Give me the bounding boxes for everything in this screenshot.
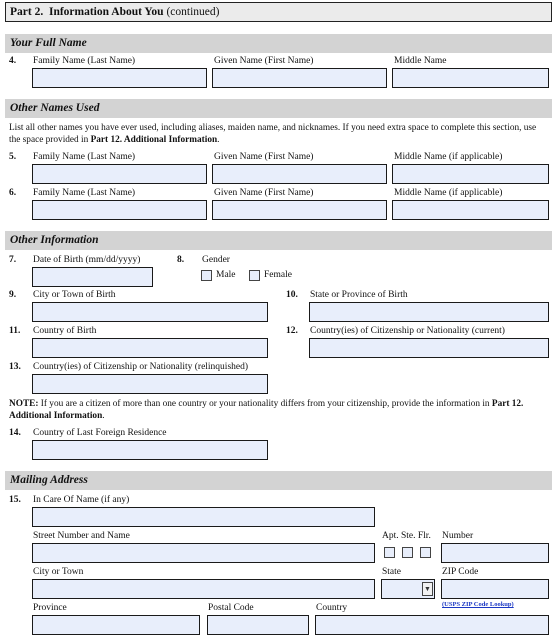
section-full-name: Your Full Name xyxy=(5,34,552,53)
other-given-name-input-2[interactable] xyxy=(212,200,387,220)
dob-input[interactable] xyxy=(32,267,153,287)
apt-label: Apt. Ste. Flr. xyxy=(382,531,431,541)
in-care-of-input[interactable] xyxy=(32,507,375,527)
postal-code-input[interactable] xyxy=(207,615,309,635)
zip-label: ZIP Code xyxy=(442,567,479,577)
section-mailing: Mailing Address xyxy=(5,471,552,490)
country-birth-input[interactable] xyxy=(32,338,268,358)
other-names-text: List all other names you have ever used, including aliases, maiden name, and nicknames. If you need extra space to complete this section, use the space provided in xyxy=(9,123,537,145)
item-number-8: 8. xyxy=(177,255,185,265)
last-residence-input[interactable] xyxy=(32,440,268,460)
item-number-11: 11. xyxy=(9,326,21,336)
middle-name-label: Middle Name xyxy=(394,56,447,66)
province-label: Province xyxy=(33,603,67,613)
given-name-label: Given Name (First Name) xyxy=(214,56,314,66)
part-header xyxy=(5,2,552,22)
province-input[interactable] xyxy=(32,615,200,635)
street-input[interactable] xyxy=(32,543,375,563)
item-number-15: 15. xyxy=(9,495,21,505)
citizenship-current-label: Country(ies) of Citizenship or Nationality (current) xyxy=(310,326,505,336)
item-number-14: 14. xyxy=(9,428,21,438)
note-text: If you are a citizen of more than one country or your nationality differs from your citizenship, provide the information in xyxy=(38,399,492,409)
other-middle-name-label-1: Middle Name (if applicable) xyxy=(394,152,503,162)
city-input[interactable] xyxy=(32,579,375,599)
zip-lookup-link[interactable]: (USPS ZIP Code Lookup) xyxy=(442,601,514,608)
item-number-6: 6. xyxy=(9,188,17,198)
male-label: Male xyxy=(216,270,236,280)
other-names-end: . xyxy=(217,134,220,145)
number-label: Number xyxy=(442,531,474,541)
other-middle-name-input-2[interactable] xyxy=(392,200,549,220)
other-family-name-label-2: Family Name (Last Name) xyxy=(33,188,136,198)
note-end: . xyxy=(102,410,105,421)
family-name-label: Family Name (Last Name) xyxy=(33,56,136,66)
other-family-name-label-1: Family Name (Last Name) xyxy=(33,152,136,162)
middle-name-input[interactable] xyxy=(392,68,549,88)
part-title: Information About You xyxy=(48,6,164,18)
citizenship-relinquished-input[interactable] xyxy=(32,374,268,394)
ste-checkbox[interactable] xyxy=(402,547,413,558)
other-given-name-label-1: Given Name (First Name) xyxy=(214,152,314,162)
item-number-7: 7. xyxy=(9,255,17,265)
city-birth-input[interactable] xyxy=(32,302,268,322)
given-name-input[interactable] xyxy=(212,68,387,88)
apt-checkbox[interactable] xyxy=(384,547,395,558)
male-checkbox[interactable] xyxy=(201,270,212,281)
state-label: State xyxy=(382,567,401,577)
other-names-ref: Part 12. Additional Information xyxy=(90,134,218,145)
female-label: Female xyxy=(264,270,292,280)
family-name-input[interactable] xyxy=(32,68,207,88)
country-input[interactable] xyxy=(315,615,549,635)
section-other-info: Other Information xyxy=(5,231,552,250)
city-birth-label: City or Town of Birth xyxy=(33,290,116,300)
item-number-4: 4. xyxy=(9,56,17,66)
section-other-names: Other Names Used xyxy=(5,99,552,118)
item-number-12: 12. xyxy=(286,326,298,336)
item-number-9: 9. xyxy=(9,290,17,300)
zip-input[interactable] xyxy=(441,579,549,599)
country-birth-label: Country of Birth xyxy=(33,326,97,336)
citizenship-note xyxy=(9,399,549,422)
part-suffix: (continued) xyxy=(166,6,220,18)
gender-label: Gender xyxy=(202,255,230,265)
state-birth-input[interactable] xyxy=(309,302,549,322)
number-input[interactable] xyxy=(441,543,549,563)
note-label: NOTE: xyxy=(9,399,39,409)
female-checkbox[interactable] xyxy=(249,270,260,281)
city-label: City or Town xyxy=(33,567,84,577)
chevron-down-icon[interactable]: ▼ xyxy=(422,582,433,596)
other-family-name-input-1[interactable] xyxy=(32,164,207,184)
note-ref: Part 12. Additional Information xyxy=(9,399,524,421)
other-given-name-label-2: Given Name (First Name) xyxy=(214,188,314,198)
in-care-of-label: In Care Of Name (if any) xyxy=(33,495,130,505)
other-names-instructions xyxy=(9,123,549,146)
other-given-name-input-1[interactable] xyxy=(212,164,387,184)
other-middle-name-label-2: Middle Name (if applicable) xyxy=(394,188,503,198)
item-number-10: 10. xyxy=(286,290,298,300)
country-label: Country xyxy=(316,603,348,613)
state-birth-label: State or Province of Birth xyxy=(310,290,408,300)
state-select[interactable] xyxy=(381,579,435,599)
other-family-name-input-2[interactable] xyxy=(32,200,207,220)
street-label: Street Number and Name xyxy=(33,531,130,541)
postal-code-label: Postal Code xyxy=(208,603,254,613)
other-middle-name-input-1[interactable] xyxy=(392,164,549,184)
part-label: Part 2. xyxy=(10,6,44,18)
item-number-5: 5. xyxy=(9,152,17,162)
citizenship-current-input[interactable] xyxy=(309,338,549,358)
flr-checkbox[interactable] xyxy=(420,547,431,558)
dob-label: Date of Birth (mm/dd/yyyy) xyxy=(33,255,141,265)
item-number-13: 13. xyxy=(9,362,21,372)
citizenship-relinquished-label: Country(ies) of Citizenship or Nationality (relinquished) xyxy=(33,362,249,372)
last-residence-label: Country of Last Foreign Residence xyxy=(33,428,167,438)
